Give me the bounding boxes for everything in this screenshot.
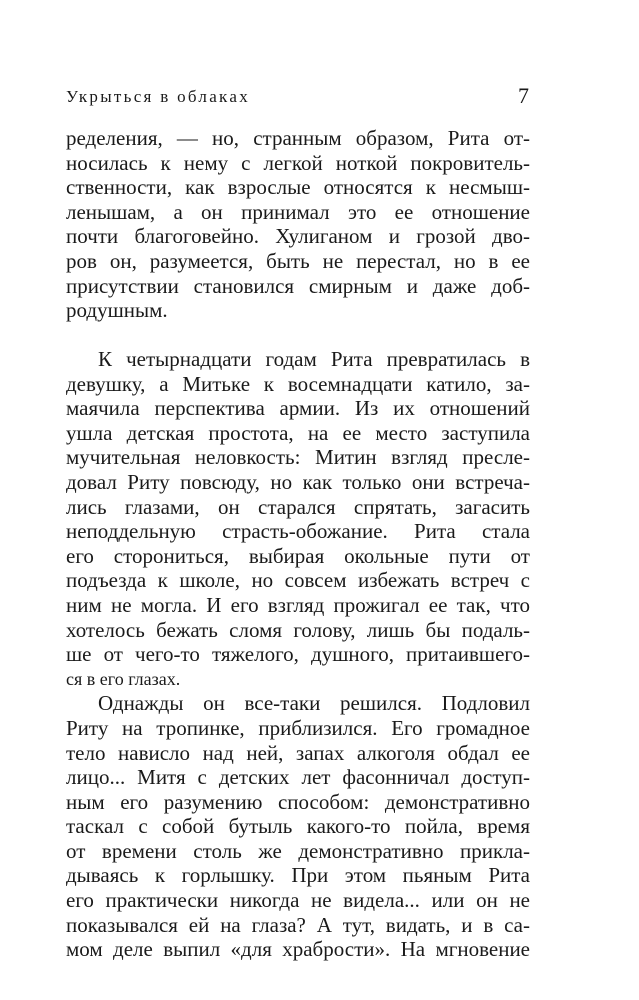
text-line: носилась к нему с легкой ноткой покровитель-	[66, 150, 530, 175]
text-line: К четырнадцати годам Рита превратилась в	[98, 347, 530, 371]
text-line: ше от чего-то тяжелого, душного, притаившего-	[66, 642, 530, 667]
text-line: его практически никогда не видела... или он не	[66, 888, 530, 913]
paragraph-continuation	[66, 126, 530, 323]
text-line: маячила перспектива армии. Из их отношений	[66, 396, 530, 421]
page-number: 7	[518, 83, 529, 108]
text-line: мучительная неловкость: Митин взгляд пресле-	[66, 445, 530, 470]
text-line: тело нависло над ней, запах алкоголя обдал ее	[66, 740, 530, 765]
text-line: Риту на тропинке, приблизился. Его громадное	[66, 715, 530, 740]
text-line: ным его разумению способом: демонстративно	[66, 789, 530, 814]
text-line: ственности, как взрослые относятся к несмыш-	[66, 175, 530, 200]
text-line: от времени столь же демонстративно прикла-	[66, 838, 530, 863]
text-line: хотелось бежать сломя голову, лишь бы подаль-	[66, 617, 530, 642]
text-line: мом деле выпил «для храбрости». На мгновение	[66, 937, 530, 962]
text-line: ним не могла. И его взгляд прожигал ее так, что	[66, 592, 530, 617]
main-text	[66, 347, 530, 962]
text-line: ров он, разумеется, быть не перестал, но в ее	[66, 248, 530, 273]
text-line: довал Риту повсюду, но как только они встреча-	[66, 469, 530, 494]
text-line: ределения, — но, странным образом, Рита от-	[66, 126, 530, 150]
text-line: почти благоговейно. Хулиганом и грозой дво-	[66, 224, 530, 249]
text-line: лись глазами, он старался спрятать, загасить	[66, 494, 530, 519]
text-line: его сторониться, выбирая окольные пути от	[66, 543, 530, 568]
text-line: ся в его глазах.	[66, 668, 181, 689]
text-line: Однажды он все-таки решился. Подловил	[98, 691, 530, 716]
text-line: показывался ей на глаза? А тут, видать, и в са-	[66, 912, 530, 937]
text-line: лицо... Митя с детских лет фасонничал доступ-	[66, 765, 530, 790]
text-line: подъезда к школе, но совсем избежать встреч с	[66, 568, 530, 593]
running-title: Укрыться в облаках	[66, 87, 250, 106]
text-line: девушку, а Митьке к восемнадцати катило, за-	[66, 371, 530, 396]
text-line: ушла детская простота, на ее место заступила	[66, 420, 530, 445]
text-line: ленышам, а он принимал это ее отношение	[66, 199, 530, 224]
text-line: присутствии становился смирным и даже доб-	[66, 273, 530, 298]
text-line: родушным.	[66, 298, 168, 323]
text-line: неподдельную страсть-обожание. Рита стала	[66, 519, 530, 544]
text-line: таскал с собой бутыль какого-то пойла, время	[66, 814, 530, 839]
text-line: дываясь к горлышку. При этом пьяным Рита	[66, 863, 530, 888]
